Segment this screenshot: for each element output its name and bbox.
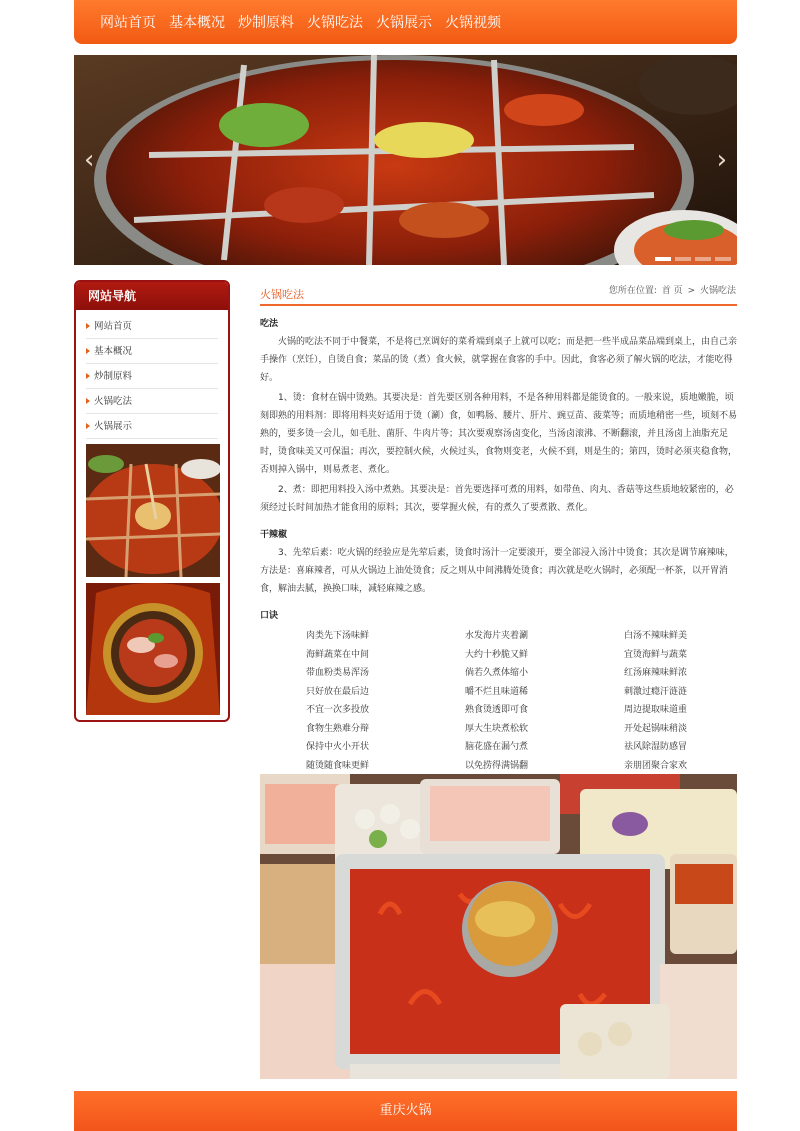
sidebar-hotpot-image-1[interactable] [86, 444, 220, 577]
banner-dot-2[interactable] [675, 257, 691, 261]
breadcrumb-current[interactable]: 火锅吃法 [699, 286, 736, 296]
rhyme-line: 带血粉类易浑汤 [306, 668, 370, 678]
sidebar-item-ingredients[interactable]: 炒制原料 [86, 364, 218, 389]
rhyme-grid [260, 627, 737, 775]
main-header [260, 280, 737, 306]
article-paragraph-3: 2、煮：即把用料投入汤中煮熟。其要决是：首先要选择可煮的用料，如带鱼、肉丸、香菇等这些质地较紧密的，必须经过长时间加热才能食用的原料；其次，要掌握火候，有的煮久了要煮散、煮化。 [260, 485, 734, 513]
rhyme-line: 肉类先下汤味鲜 [306, 631, 370, 641]
rhyme-line: 亲朋团聚合家欢 [624, 760, 688, 771]
rhyme-line: 只好放在最后边 [306, 686, 370, 697]
rhyme-line: 刺激过瘾汗涟涟 [624, 686, 688, 697]
sidebar-list [76, 314, 228, 439]
article-paragraph-2: 1、烫：食材在锅中烫熟。其要决是：首先要区别各种用料，不是各种用料都是能烫食的。一般来说，质地嫩脆，顷刻即熟的用料剂：即将用料夹好适用于烫（涮）食，如鸭肠、腰片、肝片、豌豆苗、菠菜等；而质地稍密一些，顷刻不易熟的，要多烫一会儿，如毛肚、菌肝、牛肉片等；其次要观察汤卤变化，当汤卤滚沸、不断翻滚，并且汤卤上油脂充足时，烫食味美又可保温；再次，要控制火候，火候过头，食物则变老，火候不到，则是生的；第四，烫时必须夹稳食物，否则掉入锅中，则易煮老、煮化。 [260, 393, 738, 475]
nav-item-home[interactable]: 网站首页 [100, 15, 156, 31]
sidebar-title: 网站导航 [76, 282, 228, 310]
nav-item-ingredients[interactable]: 炒制原料 [238, 15, 294, 31]
rhyme-line: 开处起锅味稍淡 [624, 723, 688, 734]
rhyme-line: 红汤麻辣味鲜浓 [624, 668, 688, 678]
breadcrumb-prefix: 您所在位置: [608, 286, 657, 296]
sidebar-item-home[interactable]: 网站首页 [86, 314, 218, 339]
main-content [260, 280, 737, 775]
rhyme-line: 食物生熟难分辩 [306, 723, 370, 734]
main-hotpot-image [260, 774, 737, 1079]
banner-pagination [655, 257, 731, 261]
sidebar-item-eating[interactable]: 火锅吃法 [86, 389, 218, 414]
rhyme-line: 海鲜蔬菜在中间 [306, 649, 370, 660]
page-title: 火锅吃法 [260, 288, 304, 301]
rhyme-line: 嚼不烂且味道稀 [465, 686, 529, 697]
rhyme-line: 水发海片夹着涮 [465, 631, 529, 641]
breadcrumb [608, 283, 737, 296]
sidebar-item-gallery[interactable]: 火锅展示 [86, 414, 218, 439]
banner-dot-4[interactable] [715, 257, 731, 261]
footer: 重庆火锅 [74, 1091, 737, 1131]
sidebar-hotpot-image-2[interactable] [86, 583, 220, 715]
rhyme-line: 祛风除湿防感冒 [624, 742, 688, 752]
rhyme-line: 宜烫海鲜与蔬菜 [624, 649, 688, 660]
banner-dot-1[interactable] [655, 257, 671, 261]
nav-item-eating[interactable]: 火锅吃法 [307, 15, 363, 31]
rhyme-line: 大约十秒脆又鲜 [465, 649, 529, 660]
banner-slider [74, 55, 737, 265]
top-nav [74, 0, 737, 44]
rhyme-line: 脑花盛在漏勺煮 [465, 742, 529, 752]
banner-image [74, 55, 737, 265]
banner-dot-3[interactable] [695, 257, 711, 261]
breadcrumb-home-link[interactable]: 首 页 [661, 286, 683, 296]
nav-item-video[interactable]: 火锅视频 [445, 15, 501, 31]
section-title-chili: 干辣椒 [260, 530, 288, 540]
banner-next-icon[interactable]: › [716, 145, 727, 175]
rhyme-line: 随烫随食味更鲜 [306, 760, 370, 771]
nav-item-overview[interactable]: 基本概况 [169, 15, 225, 31]
rhyme-line: 周边提取味道重 [624, 705, 688, 715]
breadcrumb-separator: > [687, 286, 696, 296]
nav-item-gallery[interactable]: 火锅展示 [376, 15, 432, 31]
article-paragraph-4: 3、先荤后素：吃火锅的经验应是先荤后素，烫食时汤汁一定要滚开，要全部浸入汤汁中烫食；其次是调节麻辣味，方法是：喜麻辣者，可从火锅边上油处烫食；反之则从中间沸腾处烫食；再次就是吃火锅时，必须配一杯茶，以开胃消食，解油去腻，换换口味，减轻麻辣之感。 [260, 548, 734, 594]
sidebar [74, 280, 230, 722]
rhyme-line: 熟食烫透即可食 [465, 705, 529, 715]
sidebar-item-overview[interactable]: 基本概况 [86, 339, 218, 364]
rhyme-line: 保持中火小开状 [306, 742, 370, 752]
rhyme-line: 白汤不辣味鲜美 [624, 631, 688, 641]
rhyme-line: 倘若久煮体缩小 [465, 668, 529, 678]
rhyme-line: 以免捞得满锅翻 [465, 760, 529, 771]
rhyme-line: 不宜一次多投放 [306, 705, 370, 715]
section-title-rhyme: 口诀 [260, 611, 279, 621]
rhyme-line: 厚大生块煮松软 [465, 723, 529, 734]
banner-prev-icon[interactable]: ‹ [84, 145, 95, 175]
article-paragraph-1: 火锅的吃法不同于中餐菜，不是将已烹调好的菜肴端到桌子上就可以吃；而是把一些半成品菜品端到桌上，由自己亲手操作（烹饪），自烫自食；菜品的烫（煮）食火候，就掌握在食客的手中。因此，食客必须了解火锅的吃法，才能吃得好。 [260, 337, 738, 383]
section-title-eating: 吃法 [260, 319, 279, 329]
